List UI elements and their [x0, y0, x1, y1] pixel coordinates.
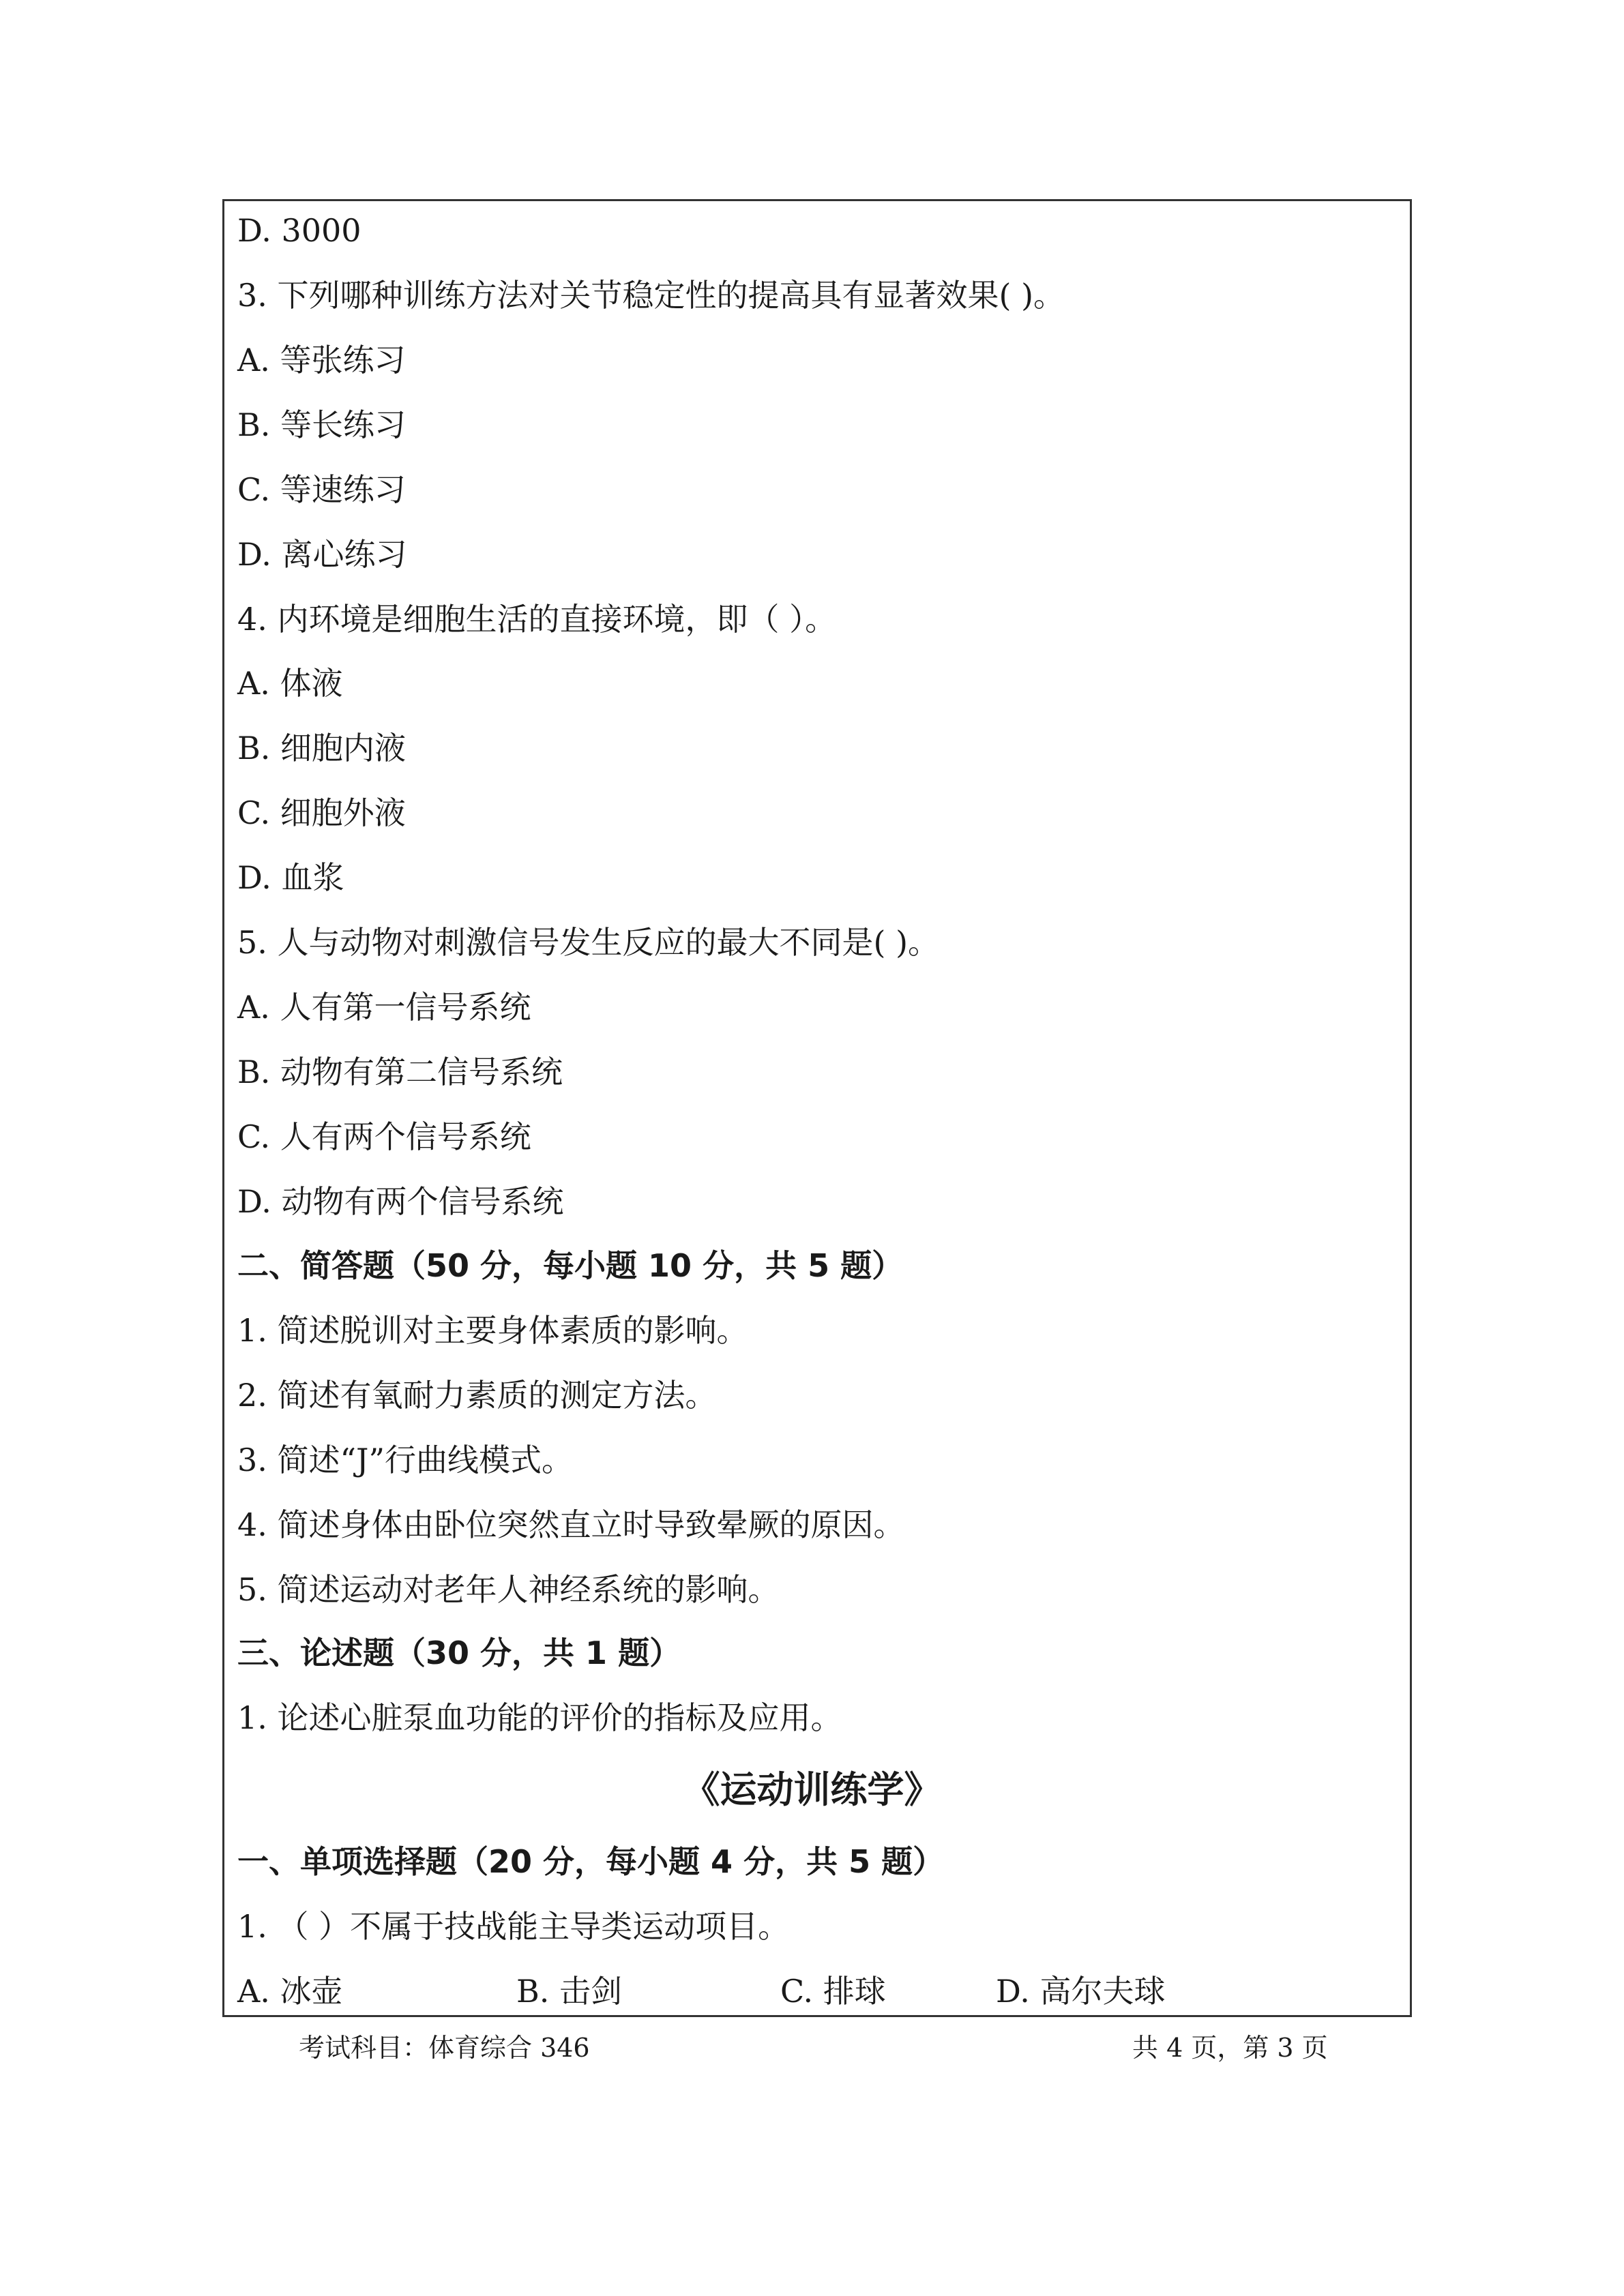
subject-title: 《运动训练学》: [683, 1768, 941, 1811]
question-line: 4. 内环境是细胞生活的直接环境，即（ ）。: [237, 601, 837, 638]
option-d: D. 高尔夫球: [996, 1973, 1166, 2010]
short-answer-question: 3. 简述“J”行曲线模式。: [237, 1442, 573, 1478]
option-b: B. 击剑: [516, 1973, 623, 2010]
short-answer-question: 1. 简述脱训对主要身体素质的影响。: [237, 1312, 748, 1349]
option-line: C. 等速练习: [237, 471, 406, 508]
option-line: D. 动物有两个信号系统: [237, 1183, 564, 1220]
option-line: D. 离心练习: [237, 536, 407, 573]
option-c: C. 排球: [780, 1973, 886, 2010]
question-line: 5. 人与动物对刺激信号发生反应的最大不同是( )。: [237, 924, 940, 961]
single-choice-question: 1. （ ）不属于技战能主导类运动项目。: [237, 1908, 790, 1945]
footer-subject: 考试科目：体育综合 346: [299, 2033, 590, 2063]
option-line: B. 动物有第二信号系统: [237, 1054, 563, 1090]
option-line: C. 细胞外液: [237, 794, 406, 831]
short-answer-question: 5. 简述运动对老年人神经系统的影响。: [237, 1571, 780, 1608]
footer-page-number: 共 4 页，第 3 页: [1132, 2033, 1328, 2063]
short-answer-question: 2. 简述有氧耐力素质的测定方法。: [237, 1377, 717, 1414]
essay-question: 1. 论述心脏泵血功能的评价的指标及应用。: [237, 1699, 842, 1736]
option-line: B. 细胞内液: [237, 730, 407, 766]
question-line: 3. 下列哪种训练方法对关节稳定性的提高具有显著效果( )。: [237, 277, 1065, 314]
option-line: D. 血浆: [237, 859, 344, 896]
option-line: A. 等张练习: [237, 342, 406, 378]
section-heading-essay: 三、论述题（30 分，共 1 题）: [237, 1635, 681, 1671]
option-line: D. 3000: [237, 212, 361, 249]
option-line: B. 等长练习: [237, 406, 407, 443]
option-line: A. 人有第一信号系统: [237, 989, 531, 1026]
option-a: A. 冰壶: [237, 1973, 343, 2010]
option-line: C. 人有两个信号系统: [237, 1118, 531, 1155]
section-heading-single-choice: 一、单项选择题（20 分，每小题 4 分，共 5 题）: [237, 1843, 945, 1880]
short-answer-question: 4. 简述身体由卧位突然直立时导致晕厥的原因。: [237, 1506, 905, 1543]
option-line: A. 体液: [237, 665, 343, 702]
section-heading-short-answer: 二、简答题（50 分，每小题 10 分，共 5 题）: [237, 1247, 904, 1284]
